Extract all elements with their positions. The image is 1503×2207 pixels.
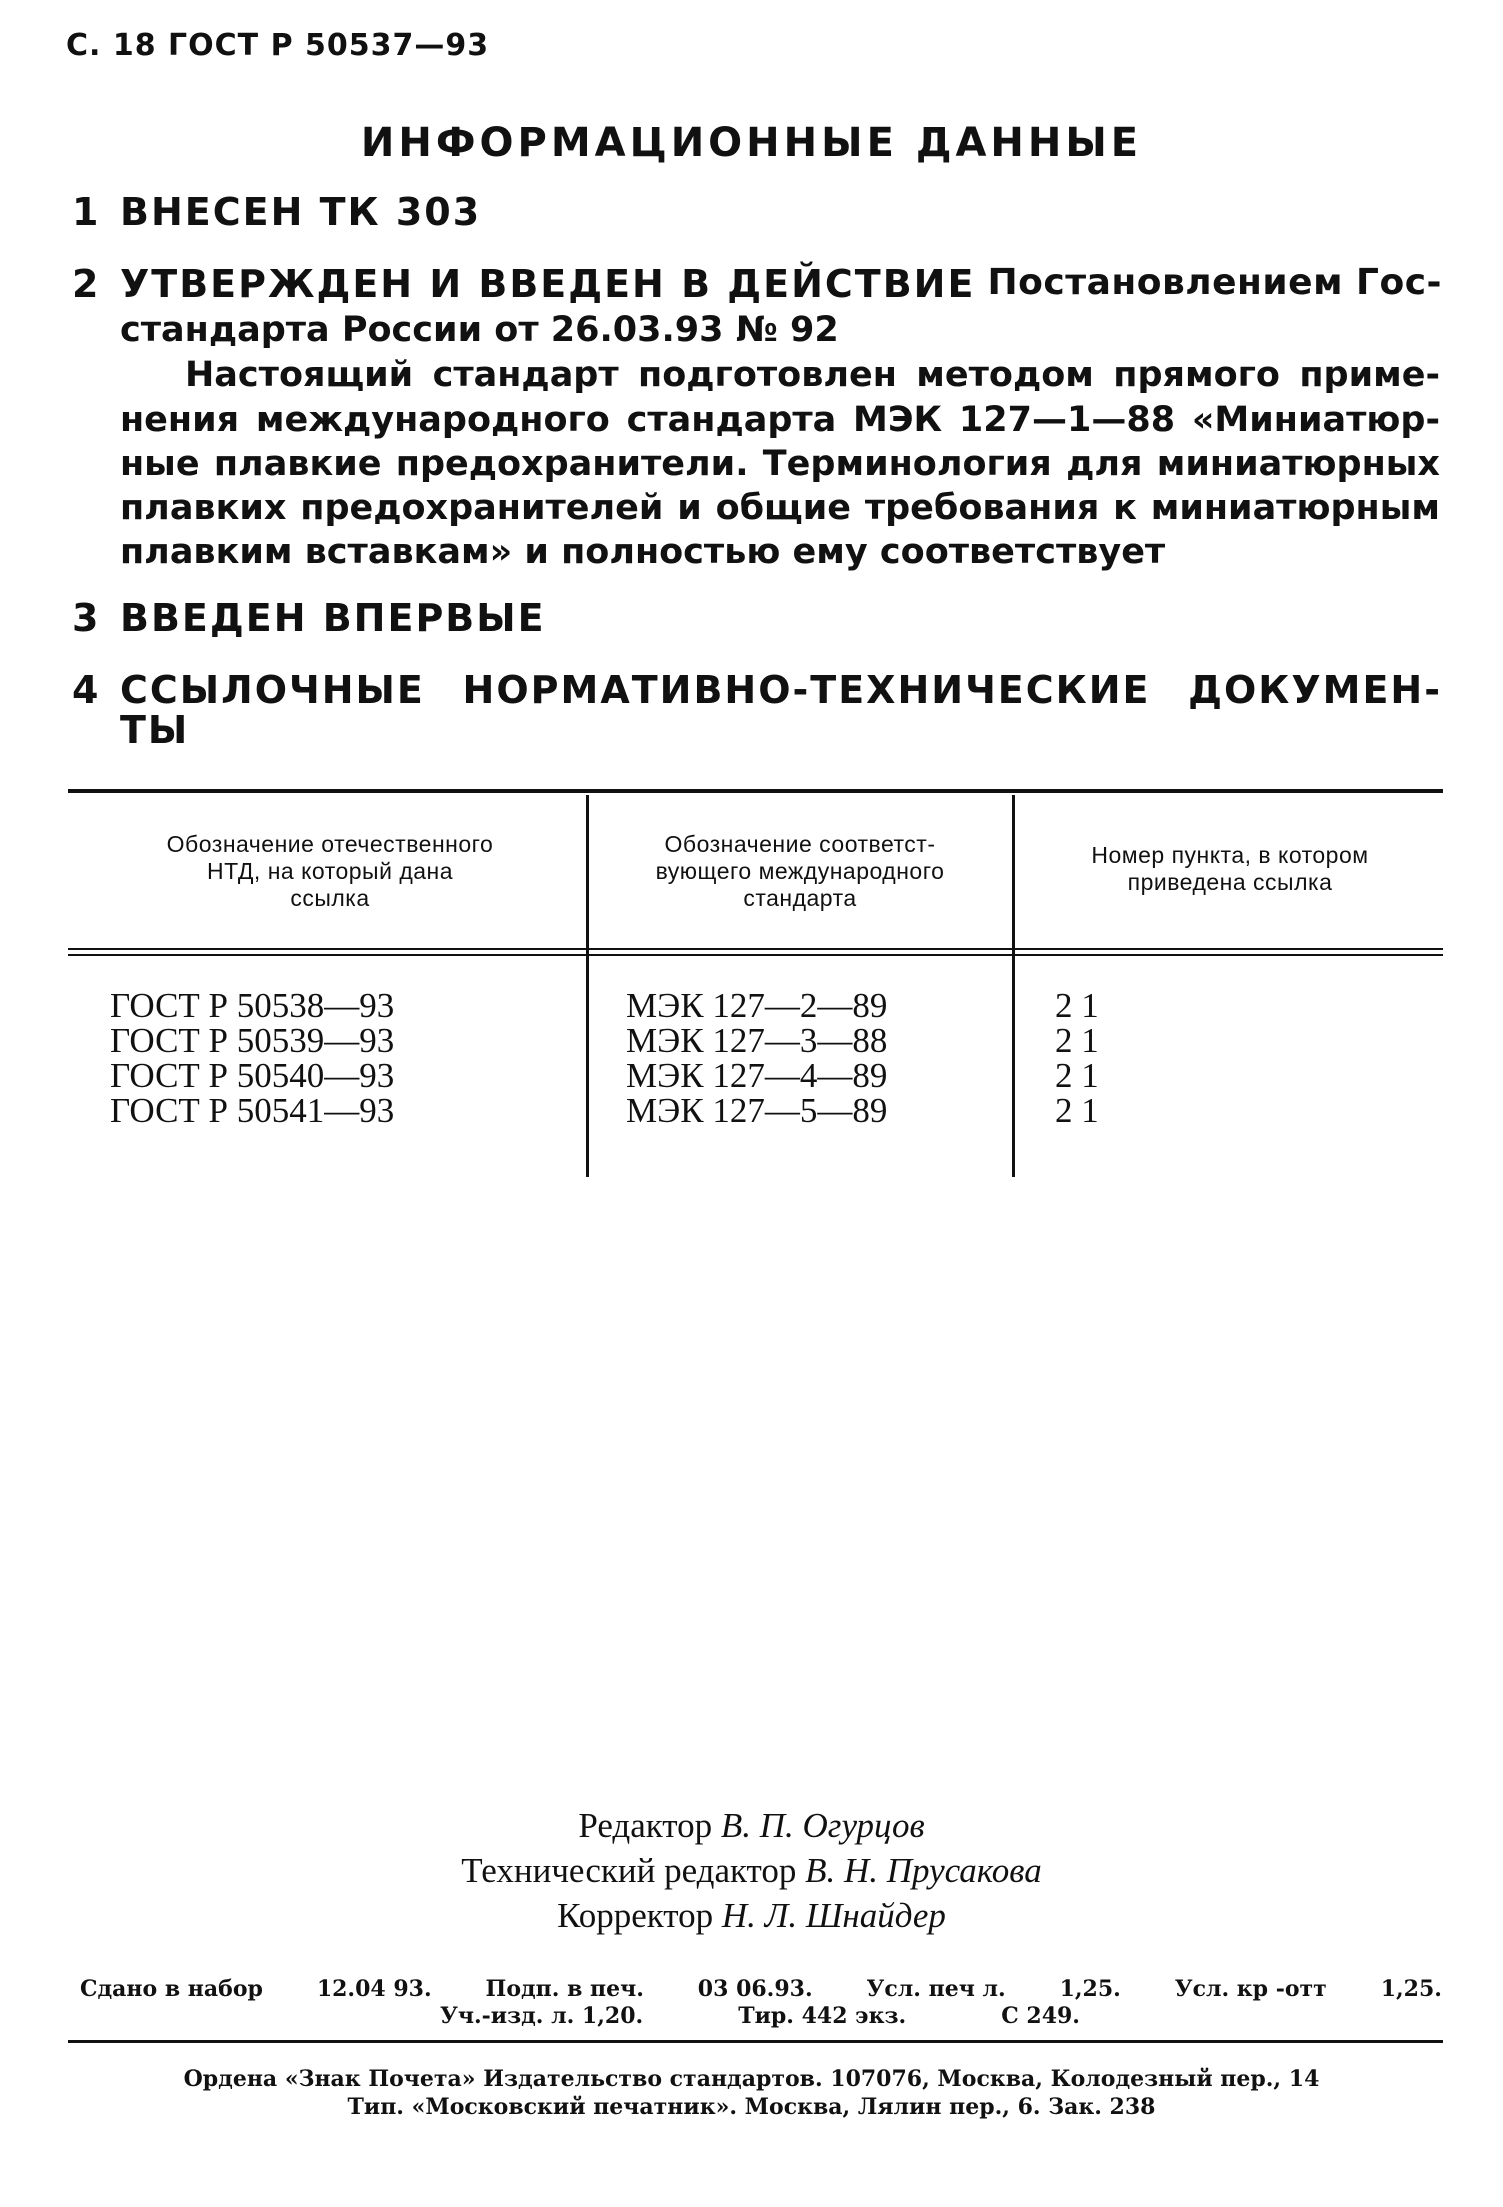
table-header-cell: Номер пункта, в котором приведена ссылка (1091, 842, 1369, 895)
paragraph-line-2: нения международного стандарта МЭК 127—1—88 «Миниатюр- (120, 400, 1440, 440)
table-cell-gost: ГОСТ Р 50541—93 (110, 1091, 395, 1130)
publisher-line-2: Тип. «Московский печатник». Москва, Лялин пер., 6. Зак. 238 (347, 2094, 1156, 2120)
paragraph-line-3: ные плавкие предохранители. Терминология для миниатюрных (120, 444, 1440, 484)
table-column-divider (586, 795, 589, 1177)
table-cell-clause: 2 1 (1055, 1056, 1099, 1095)
table-top-rule (68, 789, 1443, 793)
table-cell-iec: МЭК 127—4—89 (626, 1056, 888, 1095)
section-number: 3 (72, 596, 101, 640)
table-header-rule (68, 954, 1443, 956)
publisher-line-1: Ордена «Знак Почета» Издательство стандартов. 107076, Москва, Колодезный пер., 14 (183, 2066, 1320, 2092)
paragraph-line-5: плавким вставкам» и полностью ему соответствует (120, 532, 1166, 572)
paragraph-line-1: Настоящий стандарт подготовлен методом прямого приме- (185, 355, 1440, 395)
table-header-cell: Обозначение соответст- вующего международного стандарта (655, 831, 945, 911)
section-heading: УТВЕРЖДЕН И ВВЕДЕН В ДЕЙСТВИЕ (120, 262, 976, 306)
section-2-line-1 (72, 262, 1442, 306)
imprint-line-1: Сдано в набор 12.04 93. Подп. в печ. 03 06.93. Усл. печ л. 1,25. Усл. кр -отт 1,25. (80, 1976, 1442, 2002)
table-header-rule (68, 948, 1443, 950)
section-heading-rest: Постановлением Гос- (987, 262, 1442, 303)
section-3 (72, 596, 546, 640)
table-header-cell: Обозначение отечественного НТД, на который дана ссылка (166, 831, 494, 911)
table-cell-iec: МЭК 127—5—89 (626, 1091, 888, 1130)
section-number: 1 (72, 190, 101, 234)
table-cell-gost: ГОСТ Р 50540—93 (110, 1056, 395, 1095)
imprint-line-2: Уч.-изд. л. 1,20. Тир. 442 экз. С 249. (440, 2003, 1080, 2029)
table-cell-gost: ГОСТ Р 50538—93 (110, 986, 395, 1025)
imprint-rule (68, 2040, 1443, 2043)
table-cell-clause: 2 1 (1055, 1091, 1099, 1130)
table-cell-iec: МЭК 127—3—88 (626, 1021, 888, 1060)
credit-editor: Редактор В. П. Огурцов (578, 1806, 925, 1845)
credit-technical-editor: Технический редактор В. Н. Прусакова (461, 1851, 1042, 1890)
section-number: 4 (72, 668, 101, 712)
table-cell-clause: 2 1 (1055, 986, 1099, 1025)
section-4-line-2: ТЫ (120, 708, 190, 752)
section-4-line-1 (72, 668, 1442, 712)
page-header: С. 18 ГОСТ Р 50537—93 (66, 28, 490, 63)
section-number: 2 (72, 262, 101, 306)
credit-corrector: Корректор Н. Л. Шнайдер (557, 1896, 946, 1935)
table-cell-clause: 2 1 (1055, 1021, 1099, 1060)
section-heading: ССЫЛОЧНЫЕ НОРМАТИВНО-ТЕХНИЧЕСКИЕ ДОКУМЕН- (120, 668, 1442, 712)
section-heading: ВНЕСЕН ТК 303 (120, 190, 482, 234)
paragraph-line-4: плавких предохранителей и общие требования к миниатюрным (120, 488, 1440, 528)
table-column-divider (1012, 795, 1015, 1177)
section-1 (72, 190, 481, 234)
table-cell-gost: ГОСТ Р 50539—93 (110, 1021, 395, 1060)
document-title: ИНФОРМАЦИОННЫЕ ДАННЫЕ (360, 120, 1143, 166)
section-heading: ВВЕДЕН ВПЕРВЫЕ (120, 596, 546, 640)
section-2-line-2: стандарта России от 26.03.93 № 92 (120, 310, 839, 350)
table-cell-iec: МЭК 127—2—89 (626, 986, 888, 1025)
